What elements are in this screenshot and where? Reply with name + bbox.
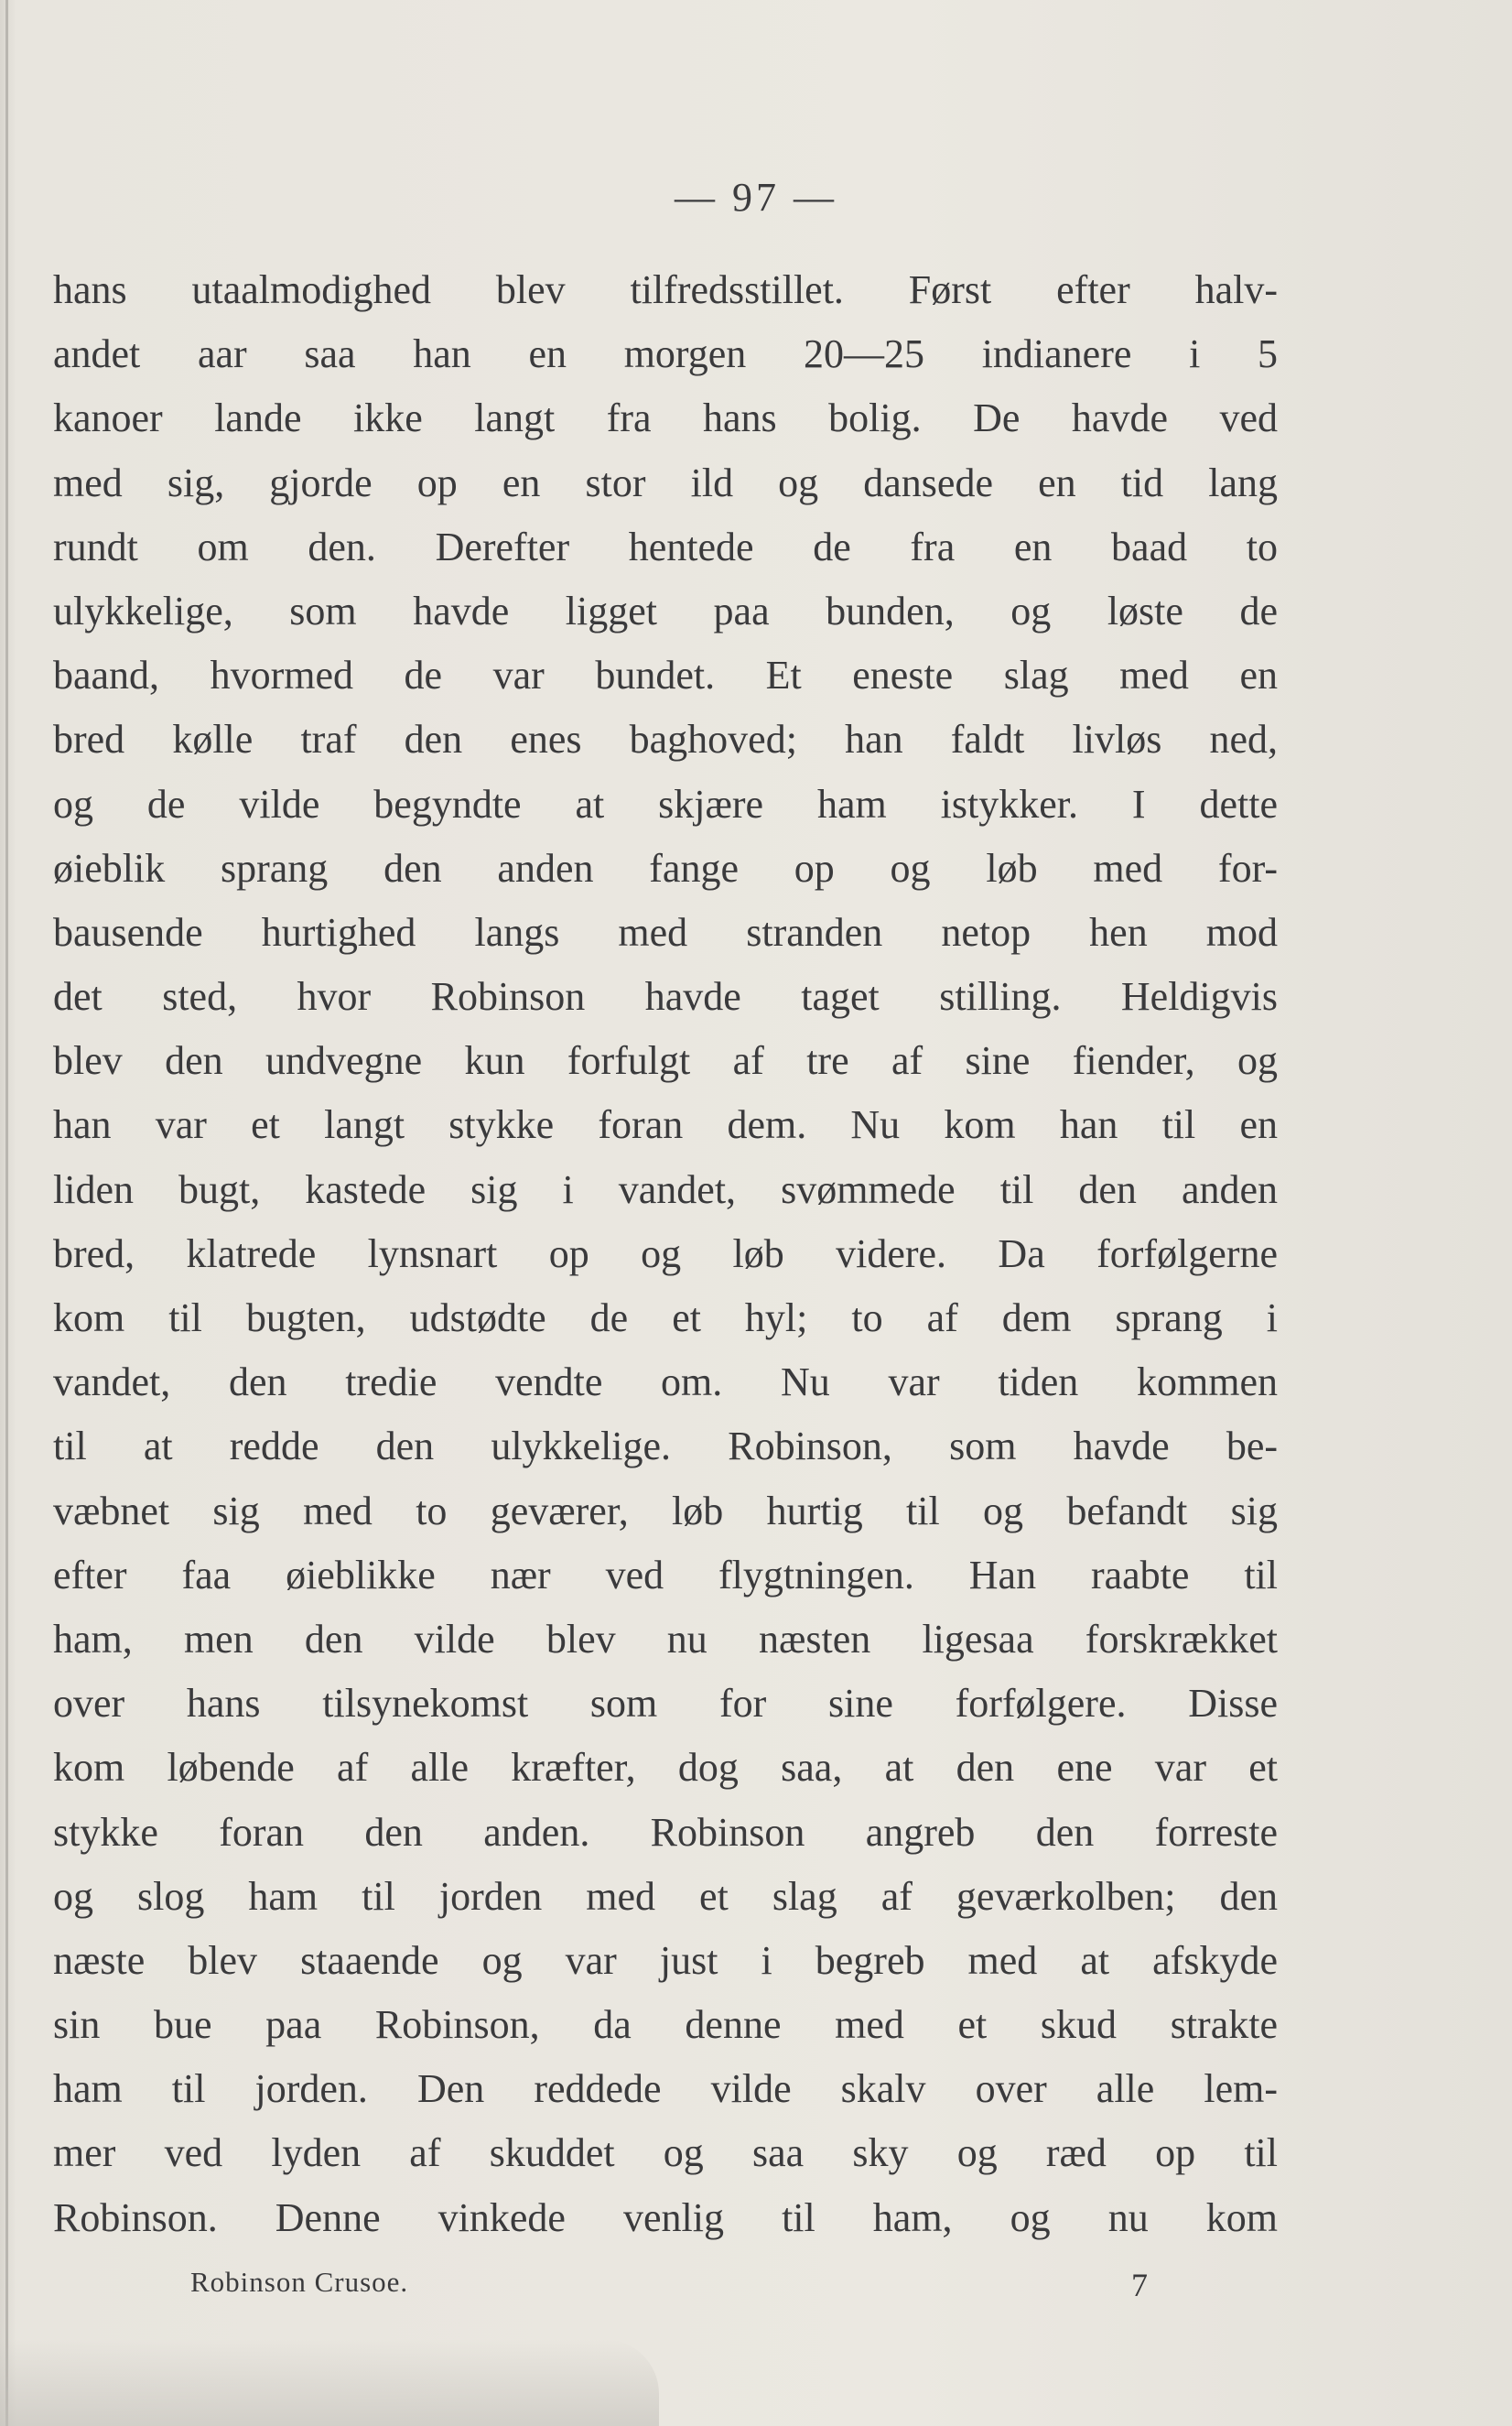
text-line: og de vilde begyndte at skjære ham istykker. I dette [53, 781, 1278, 827]
text-line: efter faa øieblikke nær ved flygtningen. Han raabte til [53, 1552, 1278, 1597]
text-line: kanoer lande ikke langt fra hans bolig. De havde ved [53, 395, 1278, 441]
text-line: til at redde den ulykkelige. Robinson, som havde be- [53, 1424, 1278, 1469]
text-line: kom løbende af alle kræfter, dog saa, at den ene var et [53, 1745, 1278, 1791]
text-line: bred kølle traf den enes baghoved; han faldt livløs ned, [53, 717, 1278, 763]
text-line: blev den undvegne kun forfulgt af tre af sine fiender, og [53, 1038, 1278, 1084]
text-line: hans utaalmodighed blev tilfredsstillet. Først efter halv- [53, 267, 1278, 312]
text-line: kom til bugten, udstødte de et hyl; to af dem sprang i [53, 1295, 1278, 1340]
text-line: sin bue paa Robinson, da denne med et skud strakte [53, 2002, 1278, 2048]
text-line: bred, klatrede lynsnart op og løb videre. Da forfølgerne [53, 1230, 1278, 1276]
page-number: — 97 — [675, 175, 837, 220]
page-footer [0, 2266, 1512, 2312]
text-line: ulykkelige, som havde ligget paa bunden, og løste de [53, 588, 1278, 634]
text-line: bausende hurtighed langs med stranden netop hen mod [53, 909, 1278, 955]
text-line: væbnet sig med to geværer, løb hurtig til og befandt sig [53, 1488, 1278, 1533]
text-line: vandet, den tredie vendte om. Nu var tiden kommen [53, 1359, 1278, 1405]
text-line: og slog ham til jorden med et slag af geværkolben; den [53, 1873, 1278, 1919]
text-line: han var et langt stykke foran dem. Nu kom han til en [53, 1102, 1278, 1148]
text-line: andet aar saa han en morgen 20—25 indianere i 5 [53, 331, 1278, 377]
text-line: ham til jorden. Den reddede vilde skalv over alle lem- [53, 2066, 1278, 2112]
text-line: stykke foran den anden. Robinson angreb den forreste [53, 1809, 1278, 1855]
page-fold-shadow [0, 2339, 659, 2426]
text-line: næste blev staaende og var just i begreb med at afskyde [53, 1937, 1278, 1983]
text-line: baand, hvormed de var bundet. Et eneste slag med en [53, 653, 1278, 699]
text-line: over hans tilsynekomst som for sine forfølgere. Disse [53, 1681, 1278, 1727]
sheet-number: 7 [1131, 2267, 1148, 2303]
text-line: Robinson. Denne vinkede venlig til ham, og nu kom [53, 2194, 1278, 2240]
text-line: øieblik sprang den anden fange op og løb med for- [53, 845, 1278, 891]
text-line: mer ved lyden af skuddet og saa sky og ræd op til [53, 2130, 1278, 2176]
text-line: med sig, gjorde op en stor ild og dansede en tid lang [53, 460, 1278, 505]
body-text [53, 258, 1278, 2250]
text-line: rundt om den. Derefter hentede de fra en baad to [53, 524, 1278, 569]
signature-mark: Robinson Crusoe. [190, 2266, 409, 2298]
text-line: det sted, hvor Robinson havde taget stilling. Heldigvis [53, 974, 1278, 1020]
page-edge [5, 0, 8, 2426]
text-line: liden bugt, kastede sig i vandet, svømmede til den anden [53, 1166, 1278, 1212]
text-line: ham, men den vilde blev nu næsten ligesaa forskrækket [53, 1616, 1278, 1662]
